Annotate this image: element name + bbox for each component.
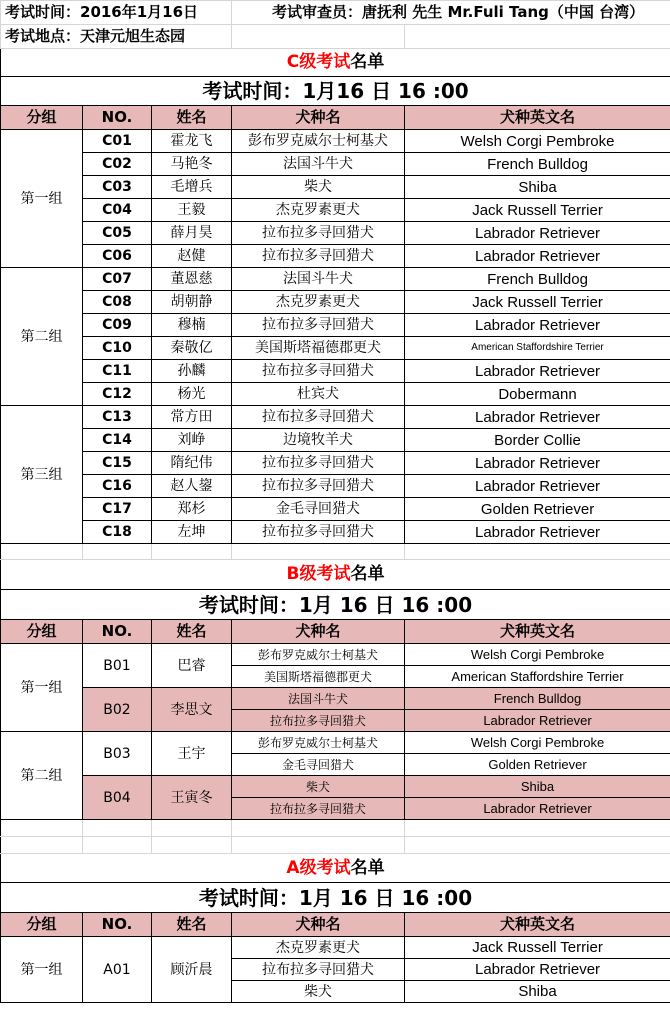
reviewer-label: 考试审查员：唐抚利 先生 Mr.Fuli Tang（中国 台湾） (232, 1, 670, 25)
breed-en: Labrador Retriever (405, 314, 670, 337)
handler-name: 赵健 (152, 245, 232, 268)
breed-en: Shiba (405, 776, 670, 798)
breed-en: Jack Russell Terrier (405, 937, 670, 959)
section-a-column-header (1, 913, 670, 937)
breed-en: American Staffordshire Terrier (405, 337, 670, 360)
breed-cn: 法国斗牛犬 (232, 268, 405, 291)
table-row (1, 314, 670, 337)
breed-cn: 美国斯塔福德郡更犬 (232, 666, 405, 688)
group-label: 第三组 (1, 406, 83, 544)
col-breed-cn-header: 犬种名 (232, 913, 405, 937)
breed-cn: 美国斯塔福德郡更犬 (232, 337, 405, 360)
venue-label: 考试地点：天津元旭生态园 (1, 25, 232, 49)
section-c-title: C级考试名单 (1, 49, 670, 77)
spacer-row (1, 837, 670, 854)
handler-name: 顾沂晨 (152, 937, 232, 1003)
entry-no: C02 (83, 153, 152, 176)
breed-en: Shiba (405, 176, 670, 199)
breed-cn: 拉布拉多寻回猎犬 (232, 245, 405, 268)
breed-cn: 法国斗牛犬 (232, 688, 405, 710)
breed-cn: 柴犬 (232, 176, 405, 199)
handler-name: 刘峥 (152, 429, 232, 452)
section-b-column-header (1, 620, 670, 644)
entry-no: B04 (83, 776, 152, 820)
table-row (1, 291, 670, 314)
col-breed-cn-header: 犬种名 (232, 106, 405, 130)
handler-name: 霍龙飞 (152, 130, 232, 153)
table-row (1, 360, 670, 383)
handler-name: 王寅冬 (152, 776, 232, 820)
breed-cn: 拉布拉多寻回猎犬 (232, 959, 405, 981)
breed-cn: 拉布拉多寻回猎犬 (232, 314, 405, 337)
handler-name: 隋纪伟 (152, 452, 232, 475)
table-row (1, 130, 670, 153)
breed-en: Labrador Retriever (405, 222, 670, 245)
section-b-title: B级考试名单 (1, 560, 670, 590)
group-label: 第二组 (1, 732, 83, 820)
breed-en: French Bulldog (405, 688, 670, 710)
handler-name: 杨光 (152, 383, 232, 406)
handler-name: 赵人鋆 (152, 475, 232, 498)
handler-name: 郑杉 (152, 498, 232, 521)
breed-cn: 法国斗牛犬 (232, 153, 405, 176)
section-c-title-row (1, 49, 670, 77)
table-row (1, 475, 670, 498)
section-c-time-row (1, 77, 670, 106)
handler-name: 穆楠 (152, 314, 232, 337)
breed-cn: 柴犬 (232, 981, 405, 1003)
handler-name: 常方田 (152, 406, 232, 429)
breed-en: Labrador Retriever (405, 798, 670, 820)
breed-cn: 拉布拉多寻回猎犬 (232, 452, 405, 475)
breed-cn: 边境牧羊犬 (232, 429, 405, 452)
breed-cn: 杜宾犬 (232, 383, 405, 406)
breed-cn: 杰克罗素更犬 (232, 291, 405, 314)
section-c-column-header (1, 106, 670, 130)
table-row (1, 337, 670, 360)
breed-cn: 拉布拉多寻回猎犬 (232, 521, 405, 544)
breed-en: Shiba (405, 981, 670, 1003)
col-name-header: 姓名 (152, 620, 232, 644)
table-row (1, 937, 670, 959)
section-a-time-row (1, 883, 670, 913)
table-row (1, 688, 670, 710)
entry-no: C07 (83, 268, 152, 291)
section-c-time: 考试时间：1月16 日 16 :00 (1, 77, 670, 106)
section-a-title-row (1, 854, 670, 883)
entry-no: C14 (83, 429, 152, 452)
breed-en: Labrador Retriever (405, 452, 670, 475)
breed-cn: 拉布拉多寻回猎犬 (232, 406, 405, 429)
breed-cn: 金毛寻回猎犬 (232, 498, 405, 521)
entry-no: C12 (83, 383, 152, 406)
col-group-header: 分组 (1, 620, 83, 644)
breed-cn: 杰克罗素更犬 (232, 937, 405, 959)
breed-en: Dobermann (405, 383, 670, 406)
entry-no: C01 (83, 130, 152, 153)
breed-en: Welsh Corgi Pembroke (405, 732, 670, 754)
table-row (1, 383, 670, 406)
entry-no: A01 (83, 937, 152, 1003)
entry-no: C18 (83, 521, 152, 544)
breed-cn: 杰克罗素更犬 (232, 199, 405, 222)
section-a-time: 考试时间：1月 16 日 16 :00 (1, 883, 670, 913)
table-row (1, 429, 670, 452)
entry-no: C13 (83, 406, 152, 429)
header-row-1 (1, 1, 670, 25)
breed-en: Golden Retriever (405, 754, 670, 776)
entry-no: C11 (83, 360, 152, 383)
table-row (1, 776, 670, 798)
entry-no: C04 (83, 199, 152, 222)
breed-en: Labrador Retriever (405, 360, 670, 383)
breed-cn: 拉布拉多寻回猎犬 (232, 710, 405, 732)
spacer-row (1, 544, 670, 560)
breed-cn: 拉布拉多寻回猎犬 (232, 222, 405, 245)
table-row (1, 245, 670, 268)
group-label: 第一组 (1, 644, 83, 732)
breed-en: American Staffordshire Terrier (405, 666, 670, 688)
breed-cn: 彭布罗克威尔士柯基犬 (232, 130, 405, 153)
breed-en: French Bulldog (405, 268, 670, 291)
handler-name: 王宇 (152, 732, 232, 776)
breed-cn: 彭布罗克威尔士柯基犬 (232, 644, 405, 666)
table-row (1, 452, 670, 475)
section-b-time: 考试时间：1月 16 日 16 :00 (1, 590, 670, 620)
entry-no: C05 (83, 222, 152, 245)
entry-no: C06 (83, 245, 152, 268)
col-group-header: 分组 (1, 913, 83, 937)
table-row (1, 222, 670, 245)
entry-no: C08 (83, 291, 152, 314)
breed-cn: 金毛寻回猎犬 (232, 754, 405, 776)
exam-date-label: 考试时间：2016年1月16日 (1, 1, 232, 25)
breed-cn: 拉布拉多寻回猎犬 (232, 360, 405, 383)
table-row (1, 732, 670, 754)
breed-en: Jack Russell Terrier (405, 291, 670, 314)
section-a-title: A级考试名单 (1, 854, 670, 883)
breed-cn: 柴犬 (232, 776, 405, 798)
breed-en: Labrador Retriever (405, 475, 670, 498)
breed-en: Jack Russell Terrier (405, 199, 670, 222)
col-breed-en-header: 犬种英文名 (405, 913, 670, 937)
spacer-row (1, 820, 670, 837)
breed-en: Welsh Corgi Pembroke (405, 644, 670, 666)
breed-en: Welsh Corgi Pembroke (405, 130, 670, 153)
header-row-2 (1, 25, 670, 49)
col-breed-en-header: 犬种英文名 (405, 106, 670, 130)
entry-no: B01 (83, 644, 152, 688)
handler-name: 秦敬亿 (152, 337, 232, 360)
entry-no: C10 (83, 337, 152, 360)
handler-name: 董恩慈 (152, 268, 232, 291)
col-no-header: NO. (83, 913, 152, 937)
handler-name: 毛增兵 (152, 176, 232, 199)
breed-en: Labrador Retriever (405, 521, 670, 544)
table-row (1, 153, 670, 176)
group-label: 第一组 (1, 130, 83, 268)
col-name-header: 姓名 (152, 106, 232, 130)
breed-cn: 拉布拉多寻回猎犬 (232, 798, 405, 820)
handler-name: 左坤 (152, 521, 232, 544)
section-b-time-row (1, 590, 670, 620)
table-row (1, 268, 670, 291)
group-label: 第一组 (1, 937, 83, 1003)
entry-no: C16 (83, 475, 152, 498)
col-breed-cn-header: 犬种名 (232, 620, 405, 644)
col-name-header: 姓名 (152, 913, 232, 937)
handler-name: 胡朝静 (152, 291, 232, 314)
handler-name: 孙麟 (152, 360, 232, 383)
table-row (1, 644, 670, 666)
handler-name: 巴睿 (152, 644, 232, 688)
breed-en: Labrador Retriever (405, 710, 670, 732)
handler-name: 马艳冬 (152, 153, 232, 176)
breed-cn: 彭布罗克威尔士柯基犬 (232, 732, 405, 754)
breed-en: Labrador Retriever (405, 406, 670, 429)
entry-no: B03 (83, 732, 152, 776)
col-group-header: 分组 (1, 106, 83, 130)
breed-cn: 拉布拉多寻回猎犬 (232, 475, 405, 498)
col-no-header: NO. (83, 620, 152, 644)
table-row (1, 176, 670, 199)
table-row (1, 406, 670, 429)
entry-no: C15 (83, 452, 152, 475)
breed-en: Labrador Retriever (405, 959, 670, 981)
entry-no: C17 (83, 498, 152, 521)
table-row (1, 498, 670, 521)
group-label: 第二组 (1, 268, 83, 406)
breed-en: French Bulldog (405, 153, 670, 176)
handler-name: 薛月昊 (152, 222, 232, 245)
table-row (1, 199, 670, 222)
col-no-header: NO. (83, 106, 152, 130)
table-row (1, 521, 670, 544)
breed-en: Golden Retriever (405, 498, 670, 521)
breed-en: Border Collie (405, 429, 670, 452)
entry-no: C09 (83, 314, 152, 337)
entry-no: B02 (83, 688, 152, 732)
handler-name: 王毅 (152, 199, 232, 222)
col-breed-en-header: 犬种英文名 (405, 620, 670, 644)
section-b-title-row (1, 560, 670, 590)
entry-no: C03 (83, 176, 152, 199)
handler-name: 李思文 (152, 688, 232, 732)
breed-en: Labrador Retriever (405, 245, 670, 268)
